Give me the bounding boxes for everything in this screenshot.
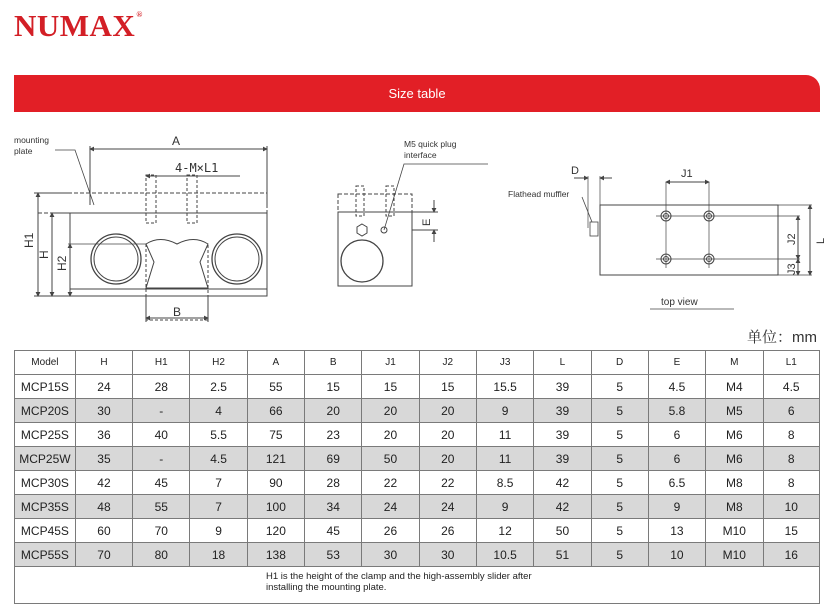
table-cell: 24: [362, 495, 419, 519]
table-cell: 53: [305, 543, 362, 567]
table-cell: 20: [419, 399, 476, 423]
header-cell: J1: [362, 351, 419, 375]
table-cell: 10: [763, 495, 819, 519]
table-row: [15, 495, 820, 519]
table-cell: 4.5: [648, 375, 705, 399]
note-line-1: H1 is the height of the clamp and the high-assembly slider after: [266, 571, 532, 582]
table-cell: M6: [706, 423, 763, 447]
table-header-row: [15, 351, 820, 375]
table-cell: 15: [362, 375, 419, 399]
top-view-drawing: [574, 176, 812, 309]
mounting-plate-label-2: plate: [14, 146, 33, 156]
table-cell: 69: [305, 447, 362, 471]
table-cell: 18: [190, 543, 247, 567]
table-cell: 5: [591, 423, 648, 447]
table-cell: 138: [247, 543, 304, 567]
table-cell: 4.5: [190, 447, 247, 471]
header-cell: J2: [419, 351, 476, 375]
table-row: [15, 423, 820, 447]
table-cell: 80: [133, 543, 190, 567]
table-cell: 70: [133, 519, 190, 543]
table-row: [15, 519, 820, 543]
table-cell: 34: [305, 495, 362, 519]
table-cell: 5: [591, 543, 648, 567]
table-cell: 5: [591, 471, 648, 495]
table-cell: 6: [763, 399, 819, 423]
dim-j1-label: J1: [681, 168, 693, 180]
table-cell: 5.5: [190, 423, 247, 447]
table-cell: 2.5: [190, 375, 247, 399]
table-cell: 8: [763, 423, 819, 447]
table-cell: 30: [75, 399, 132, 423]
table-cell: 7: [190, 495, 247, 519]
table-cell: 8: [763, 471, 819, 495]
table-cell: 5: [591, 495, 648, 519]
model-cell: MCP45S: [15, 519, 76, 543]
dim-h1-label: H1: [22, 232, 36, 248]
header-cell: M: [706, 351, 763, 375]
table-cell: 5: [591, 375, 648, 399]
table-cell: 70: [75, 543, 132, 567]
table-cell: 55: [247, 375, 304, 399]
table-cell: 16: [763, 543, 819, 567]
registered-mark: ®: [136, 10, 143, 19]
dim-e-label: E: [421, 218, 433, 226]
table-cell: 20: [419, 423, 476, 447]
table-cell: 45: [305, 519, 362, 543]
table-cell: 5: [591, 447, 648, 471]
table-cell: 9: [476, 495, 533, 519]
table-cell: 30: [362, 543, 419, 567]
table-cell: M8: [706, 495, 763, 519]
table-row: [15, 375, 820, 399]
unit-label: 单位：mm: [747, 329, 817, 346]
header-cell: Model: [15, 351, 76, 375]
table-cell: M10: [706, 543, 763, 567]
header-cell: D: [591, 351, 648, 375]
table-cell: 40: [133, 423, 190, 447]
table-cell: 6: [648, 423, 705, 447]
table-cell: 22: [419, 471, 476, 495]
table-cell: 20: [419, 447, 476, 471]
numax-logo: [14, 8, 143, 44]
table-cell: 39: [534, 399, 591, 423]
header-cell: J3: [476, 351, 533, 375]
table-note: [15, 567, 820, 604]
table-cell: -: [133, 447, 190, 471]
dim-j3-label: J3: [786, 263, 798, 275]
table-cell: 5: [591, 399, 648, 423]
table-cell: -: [133, 399, 190, 423]
table-cell: 4.5: [763, 375, 819, 399]
dim-d-label: D: [571, 165, 579, 177]
table-cell: 15.5: [476, 375, 533, 399]
model-cell: MCP35S: [15, 495, 76, 519]
m5-interface-callout: M5 quick plug: [404, 139, 457, 149]
table-cell: 42: [534, 495, 591, 519]
header-cell: H1: [133, 351, 190, 375]
table-cell: 50: [534, 519, 591, 543]
mounting-plate-label: mounting: [14, 135, 49, 145]
table-row: [15, 543, 820, 567]
model-cell: MCP20S: [15, 399, 76, 423]
table-cell: 5: [591, 519, 648, 543]
table-cell: 75: [247, 423, 304, 447]
table-cell: 45: [133, 471, 190, 495]
dim-b-label: B: [173, 305, 182, 319]
table-cell: 90: [247, 471, 304, 495]
table-cell: 11: [476, 423, 533, 447]
size-table-banner: [14, 75, 820, 112]
table-cell: 15: [419, 375, 476, 399]
table-cell: 42: [534, 471, 591, 495]
table-cell: 10: [648, 543, 705, 567]
table-cell: 6: [648, 447, 705, 471]
table-row: [15, 471, 820, 495]
model-cell: MCP55S: [15, 543, 76, 567]
dim-l-label: L: [815, 237, 827, 244]
table-cell: 39: [534, 375, 591, 399]
header-cell: B: [305, 351, 362, 375]
table-cell: 8.5: [476, 471, 533, 495]
header-cell: E: [648, 351, 705, 375]
model-cell: MCP15S: [15, 375, 76, 399]
table-cell: 9: [190, 519, 247, 543]
model-cell: MCP30S: [15, 471, 76, 495]
table-cell: M10: [706, 519, 763, 543]
table-cell: 22: [362, 471, 419, 495]
table-cell: 120: [247, 519, 304, 543]
table-cell: 9: [476, 399, 533, 423]
flathead-muffler-label: Flathead muffler: [508, 189, 570, 199]
table-cell: M4: [706, 375, 763, 399]
table-cell: 30: [419, 543, 476, 567]
dim-h-label: H: [37, 250, 51, 259]
header-cell: A: [247, 351, 304, 375]
table-cell: M5: [706, 399, 763, 423]
table-cell: M8: [706, 471, 763, 495]
table-cell: 20: [305, 399, 362, 423]
side-view-drawing: [338, 164, 488, 286]
table-cell: 23: [305, 423, 362, 447]
table-cell: 100: [247, 495, 304, 519]
table-cell: 66: [247, 399, 304, 423]
table-cell: 11: [476, 447, 533, 471]
table-cell: 20: [362, 399, 419, 423]
technical-drawings: [0, 118, 835, 328]
table-cell: M6: [706, 447, 763, 471]
banner-title: Size table: [388, 86, 446, 101]
dim-h2-label: H2: [55, 255, 69, 271]
table-cell: 36: [75, 423, 132, 447]
dim-thread-label: 4-M×L1: [175, 161, 219, 175]
table-cell: 5.8: [648, 399, 705, 423]
table-cell: 35: [75, 447, 132, 471]
brand-name: NUMAX: [14, 8, 136, 43]
table-cell: 39: [534, 423, 591, 447]
table-row: [15, 447, 820, 471]
table-cell: 121: [247, 447, 304, 471]
table-cell: 39: [534, 447, 591, 471]
table-cell: 24: [419, 495, 476, 519]
table-cell: 26: [362, 519, 419, 543]
table-cell: 8: [763, 447, 819, 471]
table-cell: 28: [133, 375, 190, 399]
note-row: [15, 567, 820, 604]
table-cell: 15: [305, 375, 362, 399]
table-cell: 20: [362, 423, 419, 447]
table-cell: 12: [476, 519, 533, 543]
table-cell: 51: [534, 543, 591, 567]
table-cell: 9: [648, 495, 705, 519]
header-cell: L: [534, 351, 591, 375]
m5-interface-callout-2: interface: [404, 150, 437, 160]
table-cell: 28: [305, 471, 362, 495]
table-cell: 10.5: [476, 543, 533, 567]
table-cell: 42: [75, 471, 132, 495]
top-view-caption: top view: [661, 297, 698, 308]
dim-a-label: A: [172, 134, 181, 148]
table-cell: 48: [75, 495, 132, 519]
table-cell: 24: [75, 375, 132, 399]
table-cell: 26: [419, 519, 476, 543]
table-cell: 55: [133, 495, 190, 519]
table-row: [15, 399, 820, 423]
note-line-2: installing the mounting plate.: [266, 582, 387, 593]
front-view-drawing: [34, 146, 267, 322]
header-cell: H2: [190, 351, 247, 375]
header-cell: L1: [763, 351, 819, 375]
table-body: [15, 375, 820, 567]
table-cell: 4: [190, 399, 247, 423]
size-table: [14, 350, 820, 604]
model-cell: MCP25S: [15, 423, 76, 447]
header-cell: H: [75, 351, 132, 375]
table-cell: 15: [763, 519, 819, 543]
table-cell: 13: [648, 519, 705, 543]
table-cell: 6.5: [648, 471, 705, 495]
table-cell: 50: [362, 447, 419, 471]
table-cell: 60: [75, 519, 132, 543]
dim-j2-label: J2: [786, 233, 798, 245]
table-cell: 7: [190, 471, 247, 495]
model-cell: MCP25W: [15, 447, 76, 471]
